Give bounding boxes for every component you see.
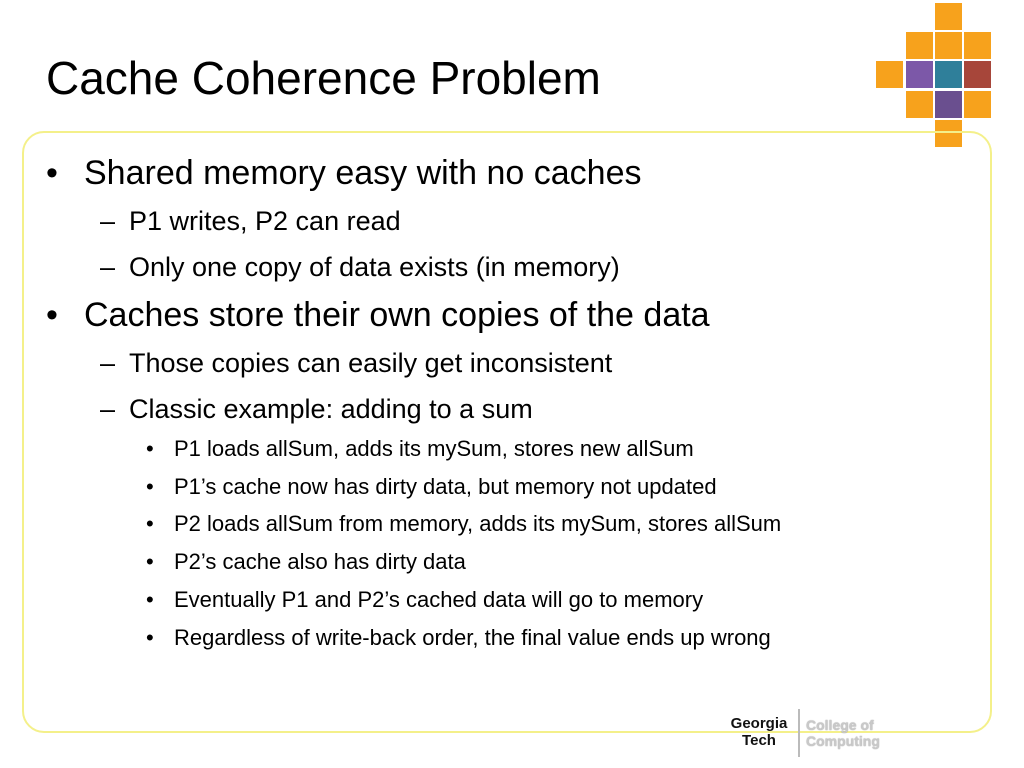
sub-sub-bullet-marker: •: [146, 625, 154, 650]
sub-bullet-item: Those copies can easily get inconsistent: [129, 348, 613, 378]
sub-sub-bullet-marker: •: [146, 549, 154, 574]
logo-line-college-of: College of: [806, 717, 874, 733]
bullet-marker: •: [46, 154, 58, 192]
slide-title: Cache Coherence Problem: [46, 52, 601, 104]
sub-sub-bullet-marker: •: [146, 511, 154, 536]
logo-line-tech: Tech: [742, 732, 776, 749]
logo-line-computing: Computing: [806, 733, 880, 749]
logo-divider: [798, 709, 800, 757]
sub-bullet-marker: –: [100, 394, 116, 424]
sub-sub-bullet-marker: •: [146, 587, 154, 612]
decorative-chip-grid-icon: [876, 3, 993, 148]
sub-sub-bullet-item: Eventually P1 and P2’s cached data will go to memory: [174, 587, 704, 612]
sub-sub-bullet-item: P1’s cache now has dirty data, but memory not updated: [174, 474, 717, 499]
bullet-item: Shared memory easy with no caches: [84, 154, 642, 192]
sub-sub-bullet-marker: •: [146, 436, 154, 461]
sub-sub-bullet-marker: •: [146, 474, 154, 499]
sub-bullet-item: Only one copy of data exists (in memory): [129, 252, 620, 282]
bullet-item: Caches store their own copies of the data: [84, 296, 710, 334]
sub-sub-bullet-item: P1 loads allSum, adds its mySum, stores new allSum: [174, 436, 694, 461]
sub-bullet-marker: –: [100, 348, 116, 378]
sub-bullet-marker: –: [100, 252, 116, 282]
college-of-computing-wordmark: [806, 707, 890, 759]
sub-sub-bullet-item: Regardless of write-back order, the final value ends up wrong: [174, 625, 771, 650]
georgia-tech-college-of-computing-logo: [722, 707, 890, 759]
bullet-marker: •: [46, 296, 58, 334]
sub-bullet-item: P1 writes, P2 can read: [129, 206, 401, 236]
sub-bullet-marker: –: [100, 206, 116, 236]
sub-bullet-item: Classic example: adding to a sum: [129, 394, 533, 424]
logo-line-georgia: Georgia: [730, 715, 788, 732]
sub-sub-bullet-item: P2 loads allSum from memory, adds its mySum, stores allSum: [174, 511, 782, 536]
sub-sub-bullet-item: P2’s cache also has dirty data: [174, 549, 466, 574]
georgia-tech-wordmark: [722, 707, 796, 759]
